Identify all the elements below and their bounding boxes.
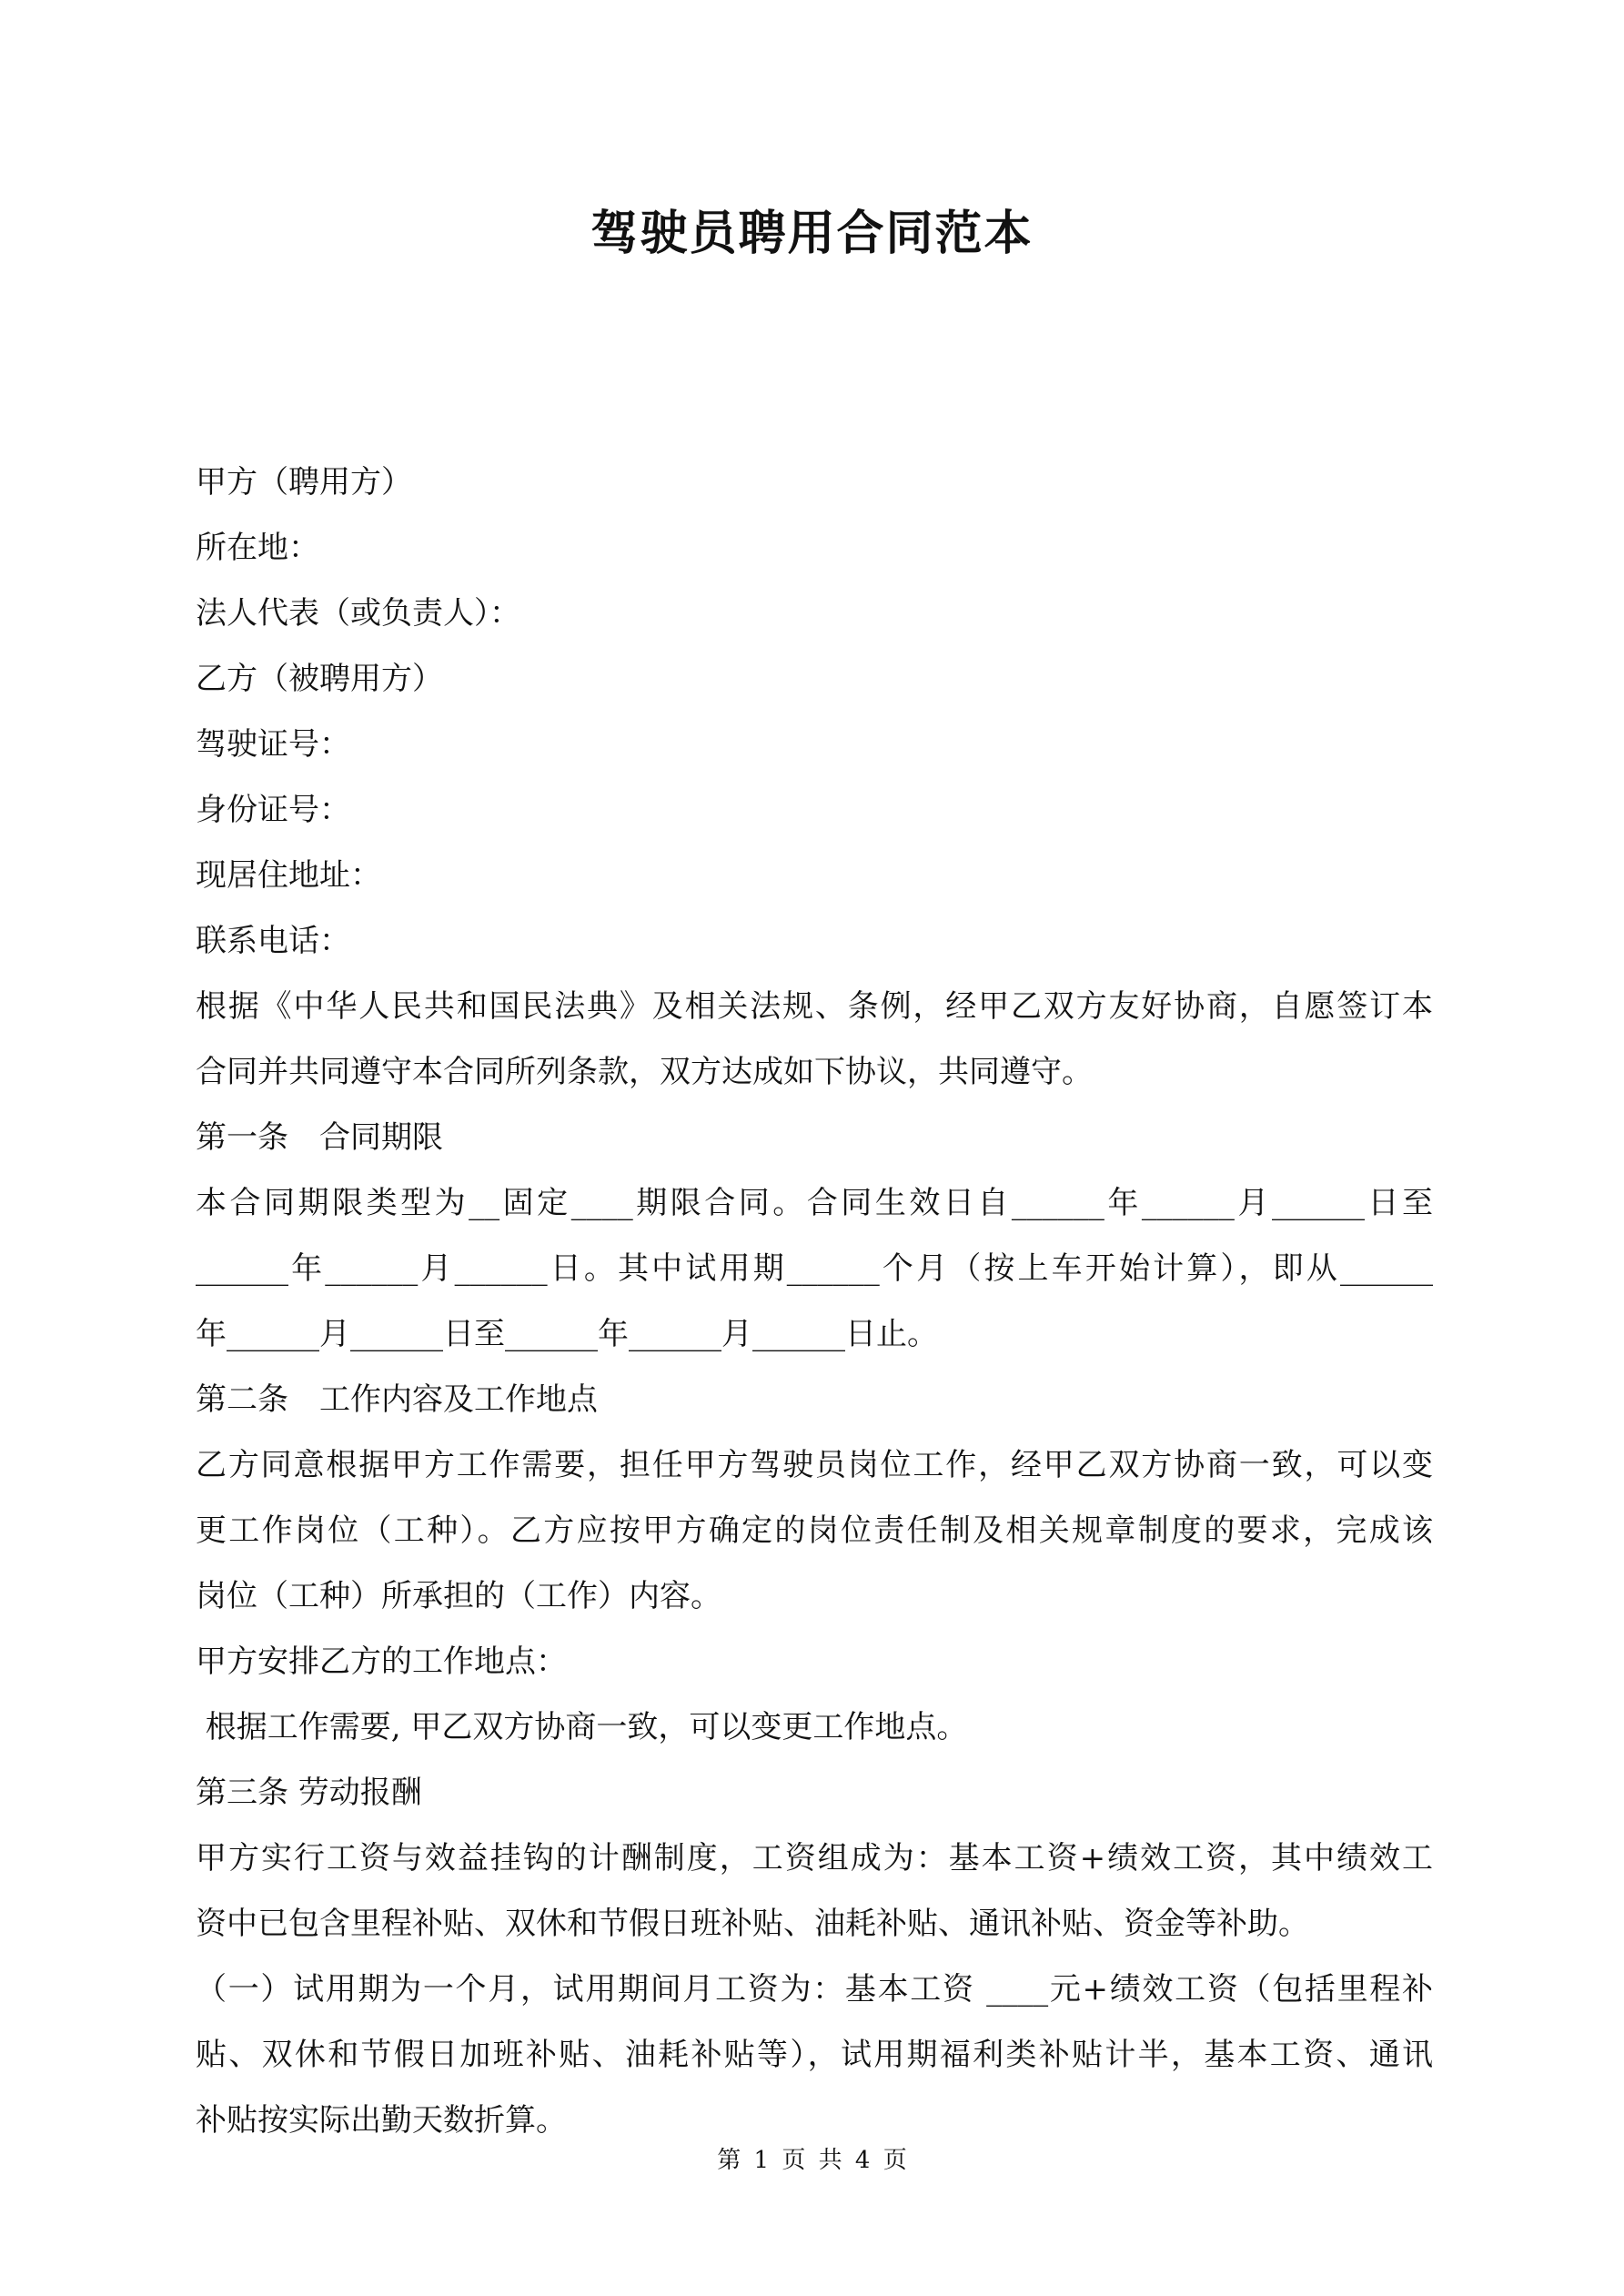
article-2-line: 更工作岗位（工种）。乙方应按甲方确定的岗位责任制及相关规章制度的要求，完成该 — [196, 1512, 1433, 1549]
preamble-line: 根据《中华人民共和国民法典》及相关法规、条例，经甲乙双方友好协商，自愿签订本 — [196, 988, 1433, 1025]
article-3-line: 甲方实行工资与效益挂钩的计酬制度，工资组成为：基本工资+绩效工资，其中绩效工 — [196, 1840, 1433, 1876]
party-a-location: 所在地： — [196, 530, 319, 566]
document-body — [196, 450, 1433, 2153]
party-b-id-number: 身份证号： — [196, 792, 350, 828]
article-1-heading: 第一条 合同期限 — [196, 1119, 443, 1156]
party-b-heading: 乙方（被聘用方） — [196, 661, 443, 697]
article-2-heading: 第二条 工作内容及工作地点 — [196, 1381, 598, 1418]
page-number-footer: 第 1 页 共 4 页 — [717, 2147, 907, 2174]
article-2-line: 岗位（工种）所承担的（工作）内容。 — [196, 1578, 721, 1614]
party-b-phone: 联系电话： — [196, 923, 350, 959]
party-b-license-number: 驾驶证号： — [196, 726, 350, 763]
party-a-representative: 法人代表（或负责人）： — [196, 595, 520, 632]
article-1-line: 本合同期限类型为__固定____期限合同。合同生效日自______年______月______日至 — [196, 1185, 1433, 1221]
probation-pay-line: 补贴按实际出勤天数折算。 — [196, 2102, 567, 2139]
document-title: 驾驶员聘用合同范本 — [590, 206, 1034, 261]
party-a-heading: 甲方（聘用方） — [196, 464, 412, 501]
article-2-line: 乙方同意根据甲方工作需要，担任甲方驾驶员岗位工作，经甲乙双方协商一致，可以变 — [196, 1447, 1433, 1483]
article-1-line: ______年______月______日。其中试用期______个月（按上车开始计算），即从______ — [196, 1250, 1433, 1287]
work-location-label: 甲方安排乙方的工作地点： — [196, 1644, 567, 1680]
article-3-line: 资中已包含里程补贴、双休和节假日班补贴、油耗补贴、通讯补贴、资金等补助。 — [196, 1906, 1309, 1942]
article-1-line: 年______月______日至______年______月______日止。 — [196, 1316, 938, 1352]
probation-pay-line: （一）试用期为一个月，试用期间月工资为：基本工资 ____元+绩效工资（包括里程补 — [196, 1971, 1433, 2008]
work-location-note: 根据工作需要, 甲乙双方协商一致，可以变更工作地点。 — [196, 1709, 968, 1745]
probation-pay-line: 贴、双休和节假日加班补贴、油耗补贴等），试用期福利类补贴计半，基本工资、通讯 — [196, 2037, 1433, 2073]
preamble-line: 合同并共同遵守本合同所列条款，双方达成如下协议，共同遵守。 — [196, 1054, 1093, 1090]
party-b-address: 现居住地址： — [196, 857, 381, 894]
article-3-heading: 第三条 劳动报酬 — [196, 1775, 422, 1811]
